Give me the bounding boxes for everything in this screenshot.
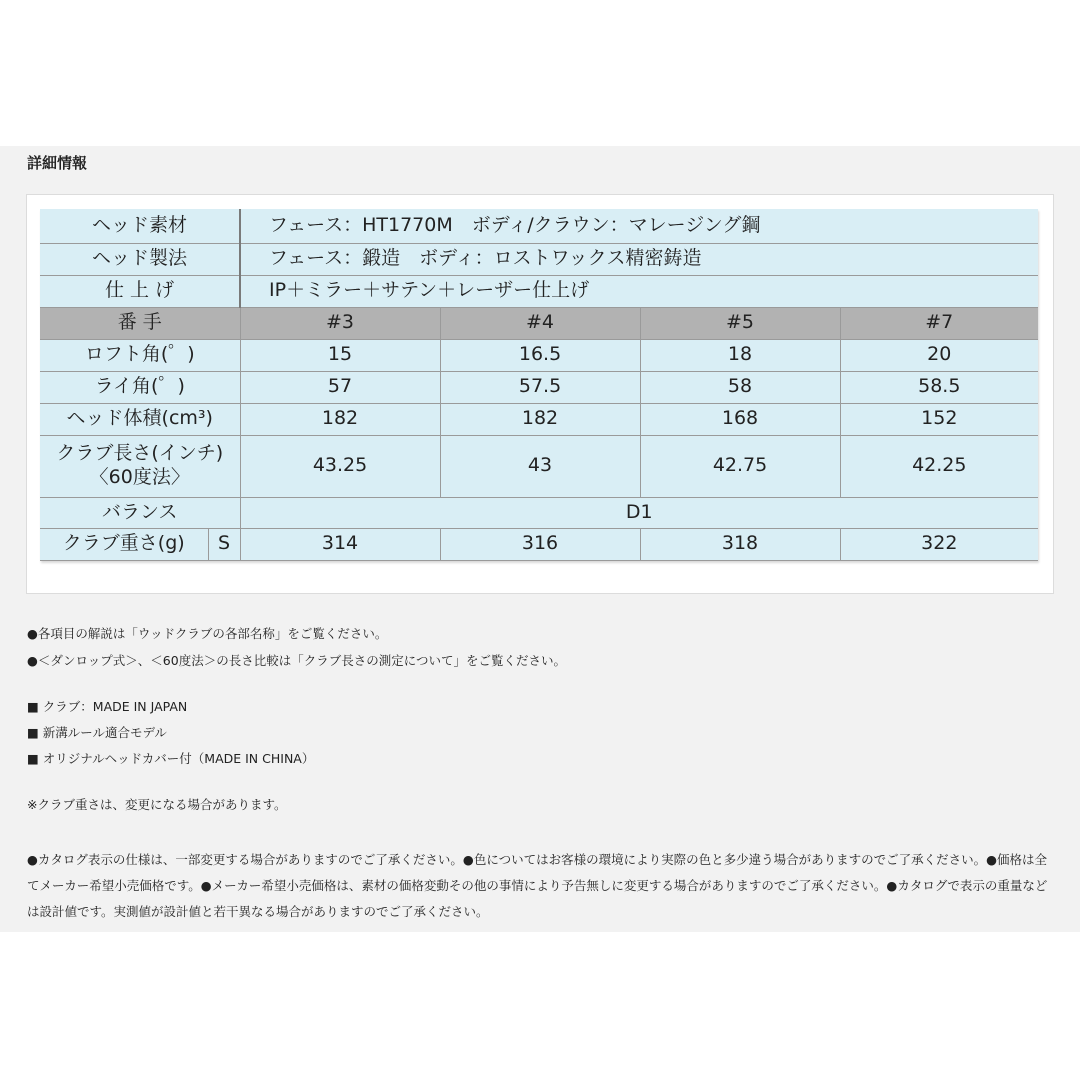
table-cell: 58.5 — [840, 371, 1038, 403]
row-label — [40, 435, 240, 497]
table-cell: 43.25 — [240, 435, 440, 497]
table-cell: 18 — [640, 339, 840, 371]
length-label-line1: クラブ長さ(インチ) — [56, 442, 224, 465]
row-club-weight — [40, 528, 1038, 560]
row-balance — [40, 497, 1038, 528]
spec-table — [40, 209, 1038, 561]
note-parts-reference: ●各項目の解説は「ウッドクラブの各部名称」をご覧ください。 — [27, 626, 388, 641]
table-cell: 314 — [240, 528, 440, 560]
table-cell: 43 — [440, 435, 640, 497]
row-loft — [40, 339, 1038, 371]
row-label: ライ角(゜) — [40, 371, 240, 403]
table-cell: 152 — [840, 403, 1038, 435]
table-cell: 318 — [640, 528, 840, 560]
row-club-numbers — [40, 307, 1038, 339]
note-disclaimer: ●カタログ表示の仕様は、一部変更する場合がありますのでご了承ください。●色についてはお客様の環境により実際の色と多少違う場合がありますのでご了承ください。●価格は全てメーカー希望小売価格です。●メーカー希望小売価格は、素材の価格変動その他の事情により予告無しに変更する場合がありますのでご了承ください。●カタログで表示の重量などは設計値です。実測値が設計値と若干異なる場合がありますのでご了承ください。 — [27, 852, 1048, 919]
note-weight-change: ※クラブ重さは、変更になる場合があります。 — [27, 797, 287, 812]
note-groove-rule: ■ 新溝ルール適合モデル — [27, 725, 167, 740]
table-cell: 316 — [440, 528, 640, 560]
section-title: 詳細情報 — [27, 154, 88, 172]
note-headcover: ■ オリジナルヘッドカバー付（MADE IN CHINA） — [27, 751, 315, 766]
table-cell: 168 — [640, 403, 840, 435]
row-label: 仕 上 げ — [40, 275, 240, 307]
row-value: フェース：HT1770M ボディ/クラウン：マレージング鋼 — [240, 209, 1038, 243]
row-head-material — [40, 209, 1038, 243]
row-head-volume — [40, 403, 1038, 435]
row-label: ヘッド製法 — [40, 243, 240, 275]
table-cell: 57.5 — [440, 371, 640, 403]
flex-cell: S — [208, 528, 240, 560]
row-club-length — [40, 435, 1038, 497]
note-made-in: ■ クラブ：MADE IN JAPAN — [27, 699, 188, 714]
row-label: 番 手 — [40, 307, 240, 339]
table-cell: 15 — [240, 339, 440, 371]
table-cell: #3 — [240, 307, 440, 339]
table-cell: 58 — [640, 371, 840, 403]
table-cell: 57 — [240, 371, 440, 403]
table-cell: #4 — [440, 307, 640, 339]
row-finish — [40, 275, 1038, 307]
row-label: ヘッド体積(cm³) — [40, 403, 240, 435]
table-cell: #7 — [840, 307, 1038, 339]
table-cell: 182 — [240, 403, 440, 435]
note-length-reference: ●＜ダンロップ式＞、＜60度法＞の長さ比較は「クラブ長さの測定について」をご覧ください。 — [27, 653, 566, 668]
table-cell: 42.25 — [840, 435, 1038, 497]
row-label: クラブ重さ(g) — [40, 528, 208, 560]
table-cell: D1 — [240, 497, 1038, 528]
table-cell: 20 — [840, 339, 1038, 371]
table-cell: 42.75 — [640, 435, 840, 497]
table-cell: #5 — [640, 307, 840, 339]
row-value: IP＋ミラー＋サテン＋レーザー仕上げ — [240, 275, 1038, 307]
row-label: ヘッド素材 — [40, 209, 240, 243]
row-lie — [40, 371, 1038, 403]
length-label-line2: 〈60度法〉 — [89, 466, 190, 488]
row-head-method — [40, 243, 1038, 275]
table-cell: 182 — [440, 403, 640, 435]
table-cell: 322 — [840, 528, 1038, 560]
table-cell: 16.5 — [440, 339, 640, 371]
row-label: バランス — [40, 497, 240, 528]
row-label: ロフト角(゜) — [40, 339, 240, 371]
row-value: フェース：鍛造 ボディ：ロストワックス精密鋳造 — [240, 243, 1038, 275]
